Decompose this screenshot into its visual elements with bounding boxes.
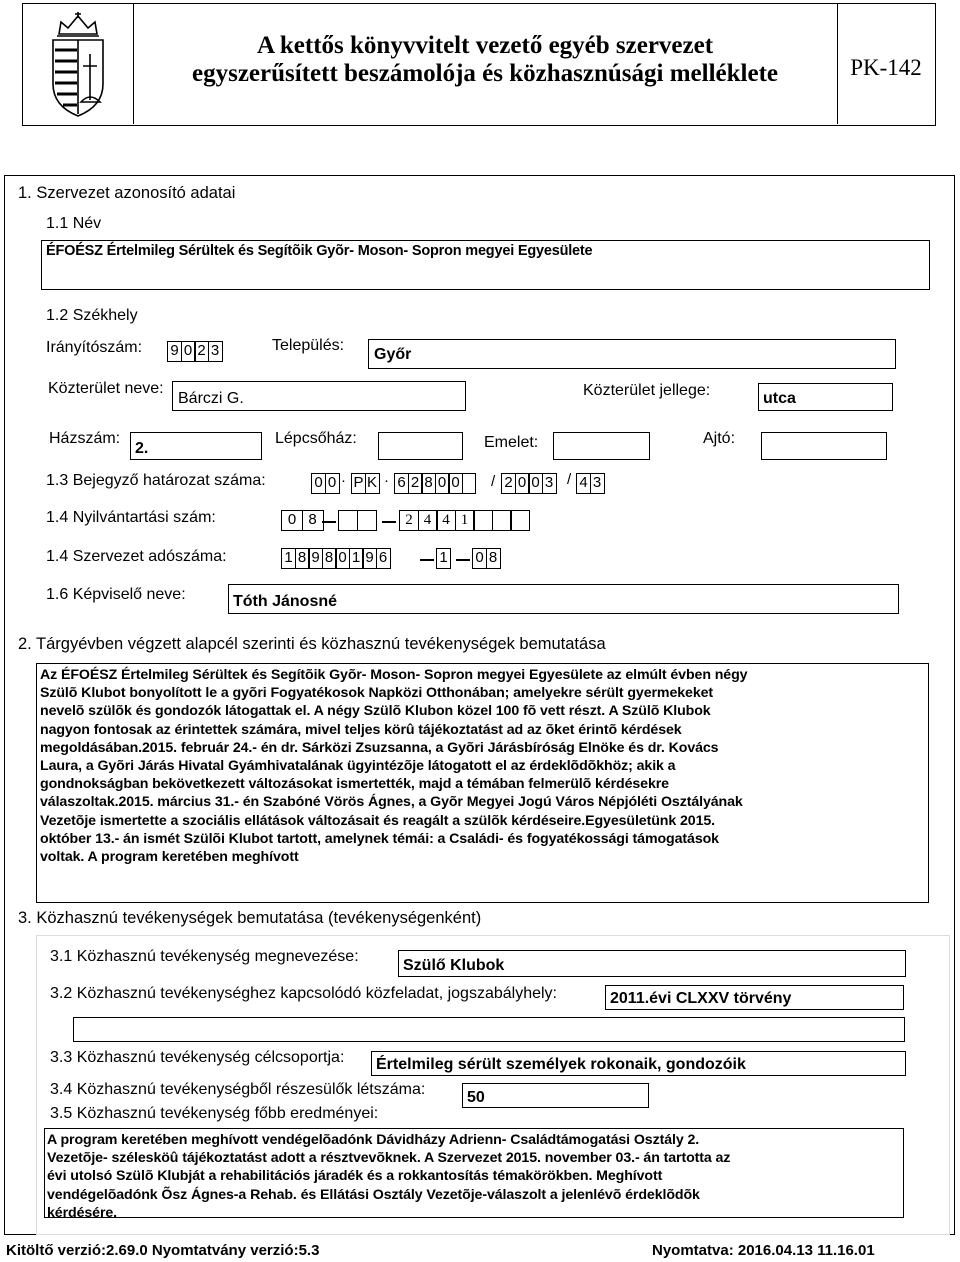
- decision-part-e[interactable]: [576, 473, 603, 494]
- registry-digit-empty: [357, 510, 377, 531]
- tax-digit: 1: [281, 548, 296, 569]
- public-task-value: 2011.évi CLXXV törvény: [610, 990, 792, 1007]
- house-field[interactable]: [130, 432, 262, 460]
- section2-line: Vezetõje ismertette a szociális ellátások változásait és reagált a szülõk kérdéseire.Egyesületünk 2015.: [40, 812, 715, 829]
- rep-label: 1.6 Képviselő neve:: [46, 586, 186, 603]
- results-line: kérdésére.: [47, 1204, 117, 1221]
- target-group-value: Értelmileg sérült személyek rokonaik, gondozóik: [376, 1056, 746, 1073]
- tax-digit: 1: [349, 548, 364, 569]
- stair-field[interactable]: [378, 432, 463, 460]
- seat-label: 1.2 Székhely: [46, 307, 138, 324]
- tax-digit: 8: [295, 548, 310, 569]
- zip-label: Irányítószám:: [46, 339, 143, 356]
- house-value: 2.: [135, 440, 149, 457]
- section2-text: [40, 666, 747, 866]
- decision-digit: 3: [590, 473, 605, 494]
- results-line: Vezetõje- szélesköû tájékoztatást adott a résztvevõknek. A Szervezet 2015. november 03.- án tartotta az: [47, 1150, 731, 1167]
- results-line: vendégelõadónk Õsz Ágnes-a Rehab. és Ellátási Osztály Vezetõje-válaszolt a jelenlévõ érdeklõdõk: [47, 1186, 700, 1203]
- target-group-label: 3.3 Közhasznú tevékenység célcsoportja:: [50, 1049, 345, 1066]
- registry-part-c[interactable]: [399, 510, 529, 531]
- tax-digit: 6: [376, 548, 391, 569]
- form-header: [22, 3, 936, 126]
- zip-digit: 0: [181, 341, 196, 362]
- door-label: Ajtó:: [703, 430, 736, 447]
- tax-dash: [456, 559, 470, 561]
- zip-field[interactable]: [167, 341, 221, 362]
- decision-separator-slash: /: [567, 471, 572, 488]
- decision-separator-dot: ·: [384, 472, 389, 489]
- registry-part-a[interactable]: [281, 510, 322, 531]
- participants-label: 3.4 Közhasznú tevékenységből részesülők létszáma:: [50, 1081, 426, 1098]
- decision-digit: 2: [408, 473, 423, 494]
- decision-part-b[interactable]: [351, 473, 378, 494]
- city-label: Település:: [272, 337, 345, 354]
- tax-part-c[interactable]: [472, 548, 499, 569]
- tax-digit: 8: [486, 548, 501, 569]
- tax-digit: 9: [308, 548, 323, 569]
- decision-part-a[interactable]: [311, 473, 338, 494]
- section2-line: Szülõ Klubot bonyolított le a gyõri Fogyatékosok Napközi Otthonában; amelyekre sérült gyermekeket: [40, 685, 714, 702]
- tax-part-b[interactable]: [436, 548, 450, 569]
- results-line: évi utolsó Szülõ Klubját a rehabilitációs járadék és a rokkantosítás témakörökben. Meghívott: [47, 1168, 663, 1185]
- decision-digit: 4: [576, 473, 591, 494]
- city-field[interactable]: [368, 339, 896, 369]
- registry-digit: 0: [281, 510, 303, 531]
- decision-digit: 0: [435, 473, 450, 494]
- name-label: 1.1 Név: [46, 215, 102, 232]
- street-type-value: utca: [763, 390, 796, 407]
- decision-separator-slash: /: [491, 473, 496, 490]
- street-label: Közterület neve:: [48, 380, 164, 397]
- footer-version: Kitöltő verzió:2.69.0 Nyomtatvány verzió:5.3: [6, 1242, 320, 1259]
- floor-field[interactable]: [553, 432, 650, 460]
- footer-printed: Nyomtatva: 2016.04.13 11.16.01: [652, 1242, 875, 1259]
- stair-label: Lépcsőház:: [275, 430, 357, 447]
- registry-part-b[interactable]: [338, 510, 375, 531]
- registry-digit-empty: [338, 510, 358, 531]
- floor-label: Emelet:: [484, 434, 539, 451]
- rep-value: Tóth Jánosné: [233, 593, 338, 610]
- name-value: ÉFOÉSZ Értelmileg Sérültek és Segítõik Gyõr- Moson- Sopron megyei Egyesülete: [46, 243, 593, 259]
- public-task-field-2[interactable]: [73, 1017, 905, 1042]
- decision-digit: 3: [542, 473, 557, 494]
- results-text: [47, 1131, 730, 1222]
- activity-name-value: Szülő Klubok: [403, 957, 505, 974]
- section2-line: október 13.- án ismét Szülõi Klubot tartott, amelynek témái: a Családi- és fogyatékossági támogatások: [40, 830, 719, 847]
- zip-digit: 3: [208, 341, 223, 362]
- registry-digit-empty: [492, 510, 512, 531]
- decision-label: 1.3 Bejegyző határozat száma:: [46, 472, 266, 489]
- registry-digit: 8: [302, 510, 324, 531]
- hungarian-coat-of-arms-icon: [23, 4, 134, 124]
- street-type-label: Közterület jellege:: [583, 382, 711, 399]
- decision-letter: K: [365, 473, 380, 494]
- public-task-label: 3.2 Közhasznú tevékenységhez kapcsolódó közfeladat, jogszabályhely:: [50, 985, 557, 1002]
- registry-digit: 4: [436, 510, 456, 531]
- form-code: PK-142: [850, 55, 922, 80]
- form-title-line2: egyszerűsített beszámolója és közhasznúsági melléklete: [192, 60, 778, 87]
- decision-digit-empty: [462, 473, 476, 494]
- tax-dash: [420, 559, 434, 561]
- section2-line: gondnokságban bekövetkezett változásokat ismertették, majd a témában felmerülõ kérdésekre: [40, 776, 669, 793]
- decision-letter: P: [351, 473, 366, 494]
- registry-digit: 1: [455, 510, 475, 531]
- section2-line: nevelõ szülõk és gondozók látogattak el. A négy Szülõ Klubon közel 100 fõ vett részt. A Szülõ Klubok: [40, 703, 711, 720]
- decision-digit: 0: [528, 473, 543, 494]
- registry-dash: [382, 521, 396, 523]
- door-field[interactable]: [761, 432, 887, 460]
- registry-digit: 2: [399, 510, 419, 531]
- tax-digit: 1: [436, 548, 451, 569]
- form-title-line1: A kettős könyvvitelt vezető egyéb szervezet: [256, 32, 714, 59]
- house-label: Házszám:: [49, 430, 121, 447]
- section3-title: 3. Közhasznú tevékenységek bemutatása (tevékenységenként): [18, 909, 482, 927]
- registry-dash: [322, 521, 336, 523]
- decision-digit: 2: [501, 473, 516, 494]
- tax-digit: 8: [322, 548, 337, 569]
- section2-line: nagyon fontosak az érintettek számára, mivel teljes körû tájékoztatást ad az õket érintõ kérdések: [40, 721, 682, 738]
- participants-value: 50: [467, 1089, 485, 1106]
- tax-part-a[interactable]: [281, 548, 389, 569]
- decision-digit: 8: [421, 473, 436, 494]
- tax-label: 1.4 Szervezet adószáma:: [46, 548, 227, 565]
- zip-digit: 2: [194, 341, 209, 362]
- section1-title: 1. Szervezet azonosító adatai: [18, 184, 236, 202]
- street-value: Bárczi G.: [178, 390, 244, 407]
- results-label: 3.5 Közhasznú tevékenység főbb eredményei:: [50, 1105, 379, 1122]
- decision-digit: 0: [448, 473, 463, 494]
- decision-part-d[interactable]: [501, 473, 555, 494]
- tax-digit: 0: [335, 548, 350, 569]
- decision-part-c[interactable]: [394, 473, 474, 494]
- section2-title: 2. Tárgyévben végzett alapcél szerinti és közhasznú tevékenységek bemutatása: [18, 635, 606, 653]
- section2-line: voltak. A program keretében meghívott: [40, 849, 299, 866]
- registry-label: 1.4 Nyilvántartási szám:: [46, 509, 216, 526]
- decision-digit: 0: [515, 473, 530, 494]
- decision-digit: 0: [311, 473, 326, 494]
- decision-separator-dot: ·: [341, 472, 346, 489]
- decision-digit: 6: [394, 473, 409, 494]
- registry-digit-empty: [473, 510, 493, 531]
- tax-digit: 0: [472, 548, 487, 569]
- zip-digit: 9: [167, 341, 182, 362]
- section2-line: válaszoltak.2015. március 31.- én Szabóné Vörös Ágnes, a Gyõr Megyei Jogú Város Népjóléti Osztályának: [40, 794, 743, 811]
- section2-line: Az ÉFOÉSZ Értelmileg Sérültek és Segítõik Gyõr- Moson- Sopron megyei Egyesülete az elmúlt évben négy: [40, 667, 748, 683]
- participants-field[interactable]: [462, 1083, 649, 1108]
- results-line: A program keretében meghívott vendégelõadónk Dávidházy Adrienn- Családtámogatási Osztály 2.: [47, 1132, 700, 1148]
- decision-digit: 0: [325, 473, 340, 494]
- registry-digit: 4: [418, 510, 438, 531]
- section2-line: Laura, a Gyõri Járás Hivatal Gyámhivatalának ügyintézõje látogatott el az érdeklõdõkhöz; akik a: [40, 758, 676, 775]
- activity-name-label: 3.1 Közhasznú tevékenység megnevezése:: [50, 948, 359, 965]
- registry-digit-empty: [510, 510, 530, 531]
- city-value: Győr: [374, 346, 412, 363]
- tax-digit: 9: [362, 548, 377, 569]
- section2-line: megoldásában.2015. február 24.- én dr. Sárközi Zsuzsanna, a Gyõri Járásbíróság Elnöke és dr. Kovács: [40, 739, 719, 756]
- form-title-box: [133, 4, 838, 124]
